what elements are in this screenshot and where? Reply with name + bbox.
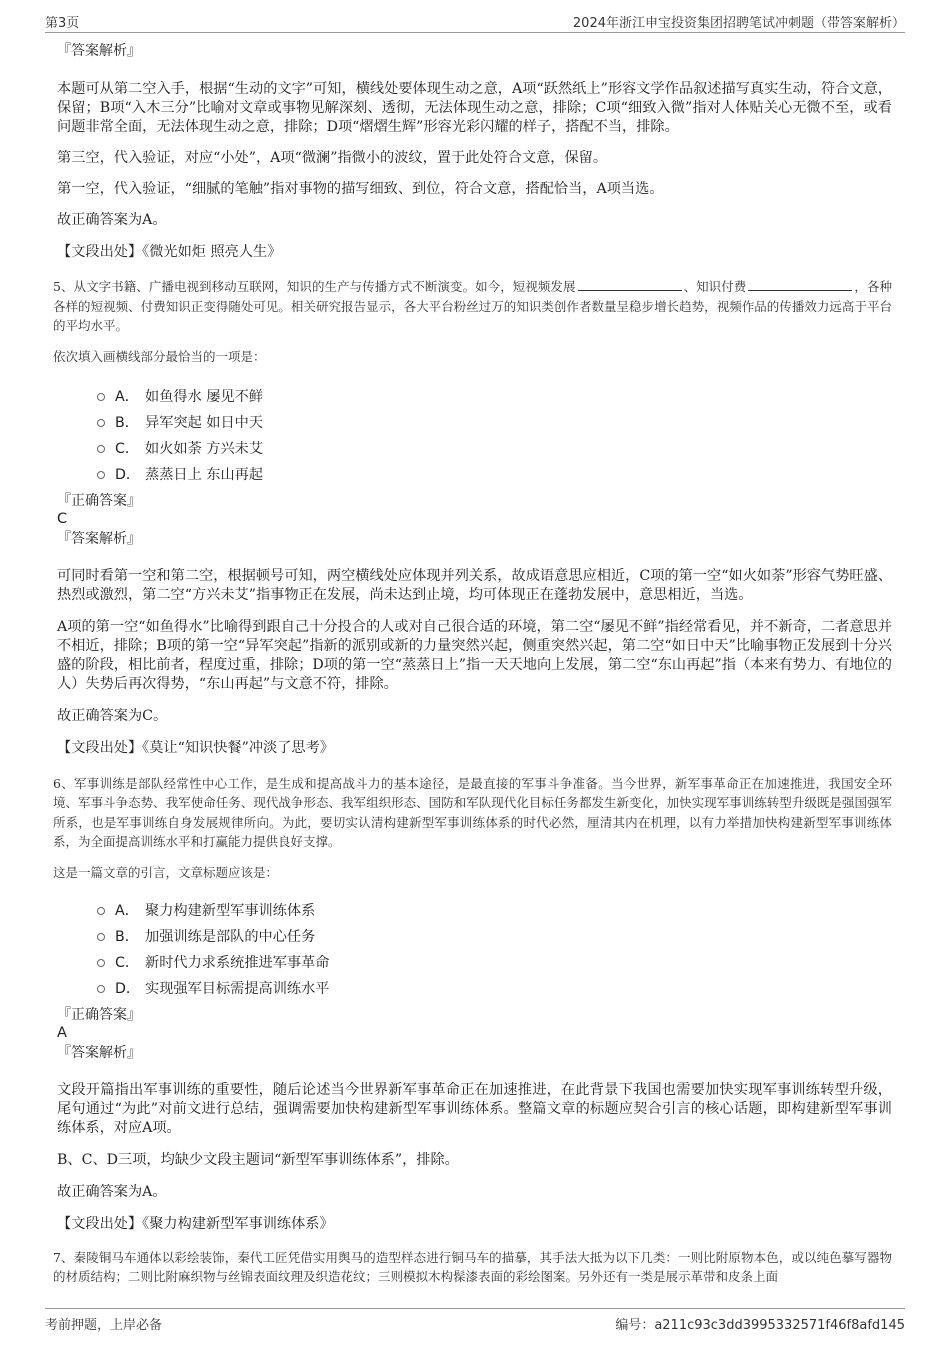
q6-analysis-p2: B、C、D三项，均缺少文段主题词“新型军事训练体系”，排除。 — [57, 1151, 459, 1168]
q6-source: 【文段出处】《聚力构建新型军事训练体系》 — [57, 1215, 334, 1232]
q5-question — [53, 277, 892, 336]
option-letter: D． — [115, 466, 141, 483]
option-text: 加强训练是部队的中心任务 — [145, 928, 316, 945]
q5-answer: C — [57, 510, 68, 527]
q6-answer: A — [57, 1024, 67, 1041]
q6-analysis-label: 『答案解析』 — [57, 1044, 141, 1061]
q5-options — [97, 384, 892, 488]
option-letter: B． — [115, 928, 139, 945]
q4-conclusion: 故正确答案为A。 — [57, 212, 167, 228]
q5-option-c[interactable] — [97, 436, 892, 462]
q5-prompt: 依次填入画横线部分最恰当的一项是： — [53, 348, 266, 364]
q5-correct-label: 『正确答案』 — [57, 492, 141, 509]
footer-slogan: 考前押题，上岸必备 — [45, 1318, 163, 1333]
q5-blank-1 — [578, 278, 682, 291]
option-letter: C． — [115, 954, 140, 971]
radio-icon[interactable] — [97, 471, 105, 479]
radio-icon[interactable] — [97, 445, 105, 453]
option-text: 如火如荼 方兴未艾 — [145, 440, 264, 457]
page-header — [45, 10, 905, 33]
page-footer — [45, 1308, 905, 1333]
option-text: 如鱼得水 屡见不鲜 — [145, 388, 264, 405]
q5-text-part2: 、知识付费 — [683, 279, 747, 294]
q5-analysis-label: 『答案解析』 — [57, 530, 141, 547]
q7-question: 7、秦陵铜马车通体以彩绘装饰，秦代工匠凭借实用舆马的造型样态进行铜马车的描摹，其手法大抵为以下几类：一则比附原物本色，或以纯色摹写器物的材质结构；二则比附麻织物与丝锦表面纹理及织造花纹；三则模拟木构髹漆表面的彩绘图案。另外还有一类是展示革带和皮条上面 — [53, 1249, 892, 1284]
option-text: 新时代力求系统推进军事革命 — [145, 954, 330, 971]
option-text: 聚力构建新型军事训练体系 — [145, 902, 316, 919]
option-text: 异军突起 如日中天 — [145, 414, 264, 431]
option-letter: A． — [115, 388, 139, 405]
q6-option-a[interactable] — [97, 898, 892, 924]
option-letter: D． — [115, 980, 141, 997]
q5-analysis-p1: 可同时看第一空和第二空，根据顿号可知，两空横线处应体现并列关系，故成语意思应相近，C项的第一空“如火如荼”形容气势旺盛、热烈或激烈，第二空“方兴未艾”指事物正在发展，尚未达到止境，均可体现正在蓬勃发展中，意思相近，当选。 — [57, 567, 892, 603]
document-id: 编号：a211c93c3dd3995332571f46f8afd145 — [615, 1318, 905, 1333]
q4-analysis-p1: 本题可从第二空入手，根据“生动的文字”可知，横线处要体现生动之意，A项“跃然纸上”形容文学作品叙述描写真实生动，符合文意，保留；B项“入木三分”比喻对文章或事物见解深刻、透彻，无法体现生动之意，排除；C项“细致入微”指对人体贴关心无微不至，或看问题非常全面，无法体现生动之意，排除；D项“熠熠生辉”形容光彩闪耀的样子，搭配不当，排除。 — [57, 81, 892, 135]
q6-option-c[interactable] — [97, 950, 892, 976]
radio-icon[interactable] — [97, 419, 105, 427]
option-letter: B． — [115, 414, 139, 431]
q5-option-b[interactable] — [97, 410, 892, 436]
radio-icon[interactable] — [97, 959, 105, 967]
radio-icon[interactable] — [97, 985, 105, 993]
q5-analysis-p2: A项的第一空“如鱼得水”比喻得到跟自己十分投合的人或对自己很合适的环境，第二空“屡见不鲜”指经常看见，并不新奇，二者意思并不相近，排除；B项的第一空“异军突起”指新的派别或新的力量突然兴起，侧重突然兴起，第二空“如日中天”比喻事物正发展到十分兴盛的阶段，相比前者，程度过重，排除；D项的第一空“蒸蒸日上”指一天天地向上发展，第二空“东山再起”指（本来有势力、有地位的人）失势后再次得势，“东山再起”与文意不符，排除。 — [57, 618, 892, 692]
document-body — [53, 42, 892, 1287]
option-text: 蒸蒸日上 东山再起 — [145, 466, 264, 483]
q5-blank-2 — [748, 278, 852, 291]
page-number: 第3页 — [45, 16, 80, 31]
radio-icon[interactable] — [97, 907, 105, 915]
q6-prompt: 这是一篇文章的引言，文章标题应该是： — [53, 864, 279, 880]
radio-icon[interactable] — [97, 393, 105, 401]
q5-conclusion: 故正确答案为C。 — [57, 707, 168, 724]
q5-option-d[interactable] — [97, 462, 892, 488]
q6-conclusion: 故正确答案为A。 — [57, 1183, 167, 1200]
document-title: 2024年浙江申宝投资集团招聘笔试冲刺题（带答案解析） — [572, 16, 905, 31]
q5-text-part3: ，各种各样的短视频、付费知识正变得随处可见。相关研究报告显示，各大平台粉丝过万的知识类创作者数量呈稳步增长趋势，视频作品的传播效力远高于平台的平均水平。 — [53, 279, 892, 333]
q6-option-b[interactable] — [97, 924, 892, 950]
q5-text-part1: 5、从文字书籍、广播电视到移动互联网，知识的生产与传播方式不断演变。如今，短视频发展 — [53, 279, 576, 294]
option-letter: A． — [115, 902, 139, 919]
option-text: 实现强军目标需提高训练水平 — [145, 980, 330, 997]
q4-source: 【文段出处】《微光如炬 照亮人生》 — [57, 244, 282, 260]
q6-question: 6、军事训练是部队经常性中心工作，是生成和提高战斗力的基本途径，是最直接的军事斗争准备。当今世界，新军事革命正在加速推进，我国安全环境、军事斗争态势、我军使命任务、现代战争形态、我军组织形态、国防和军队现代化目标任务都发生新变化，加快实现军事训练转型升级既是强国强军所系，也是军事训练自身发展规律所向。为此，要切实认清构建新型军事训练体系的时代必然，厘清其内在机理，以有力举措加快构建新型军事训练体系，为全面提高训练水平和打赢能力提供良好支撑。 — [53, 775, 892, 849]
q6-correct-label: 『正确答案』 — [57, 1006, 141, 1023]
q6-analysis-p1: 文段开篇指出军事训练的重要性，随后论述当今世界新军事革命正在加速推进，在此背景下我国也需要加快实现军事训练转型升级，尾句通过“为此”对前文进行总结，强调需要加快构建新型军事训练体系。整篇文章的标题应契合引言的核心话题，即构建新型军事训练体系，对应A项。 — [57, 1081, 892, 1136]
q5-option-a[interactable] — [97, 384, 892, 410]
q5-source: 【文段出处】《莫让“知识快餐”冲淡了思考》 — [57, 739, 334, 756]
q4-analysis-label: 『答案解析』 — [57, 43, 141, 59]
option-letter: C． — [115, 440, 140, 457]
q6-option-d[interactable] — [97, 976, 892, 1002]
q6-options — [97, 898, 892, 1002]
q4-analysis-p2: 第三空，代入验证，对应“小处”，A项“微澜”指微小的波纹，置于此处符合文意，保留。 — [57, 150, 608, 166]
q4-analysis-p3: 第一空，代入验证，“细腻的笔触”指对事物的描写细致、到位，符合文意，搭配恰当，A项当选。 — [57, 181, 664, 197]
radio-icon[interactable] — [97, 933, 105, 941]
